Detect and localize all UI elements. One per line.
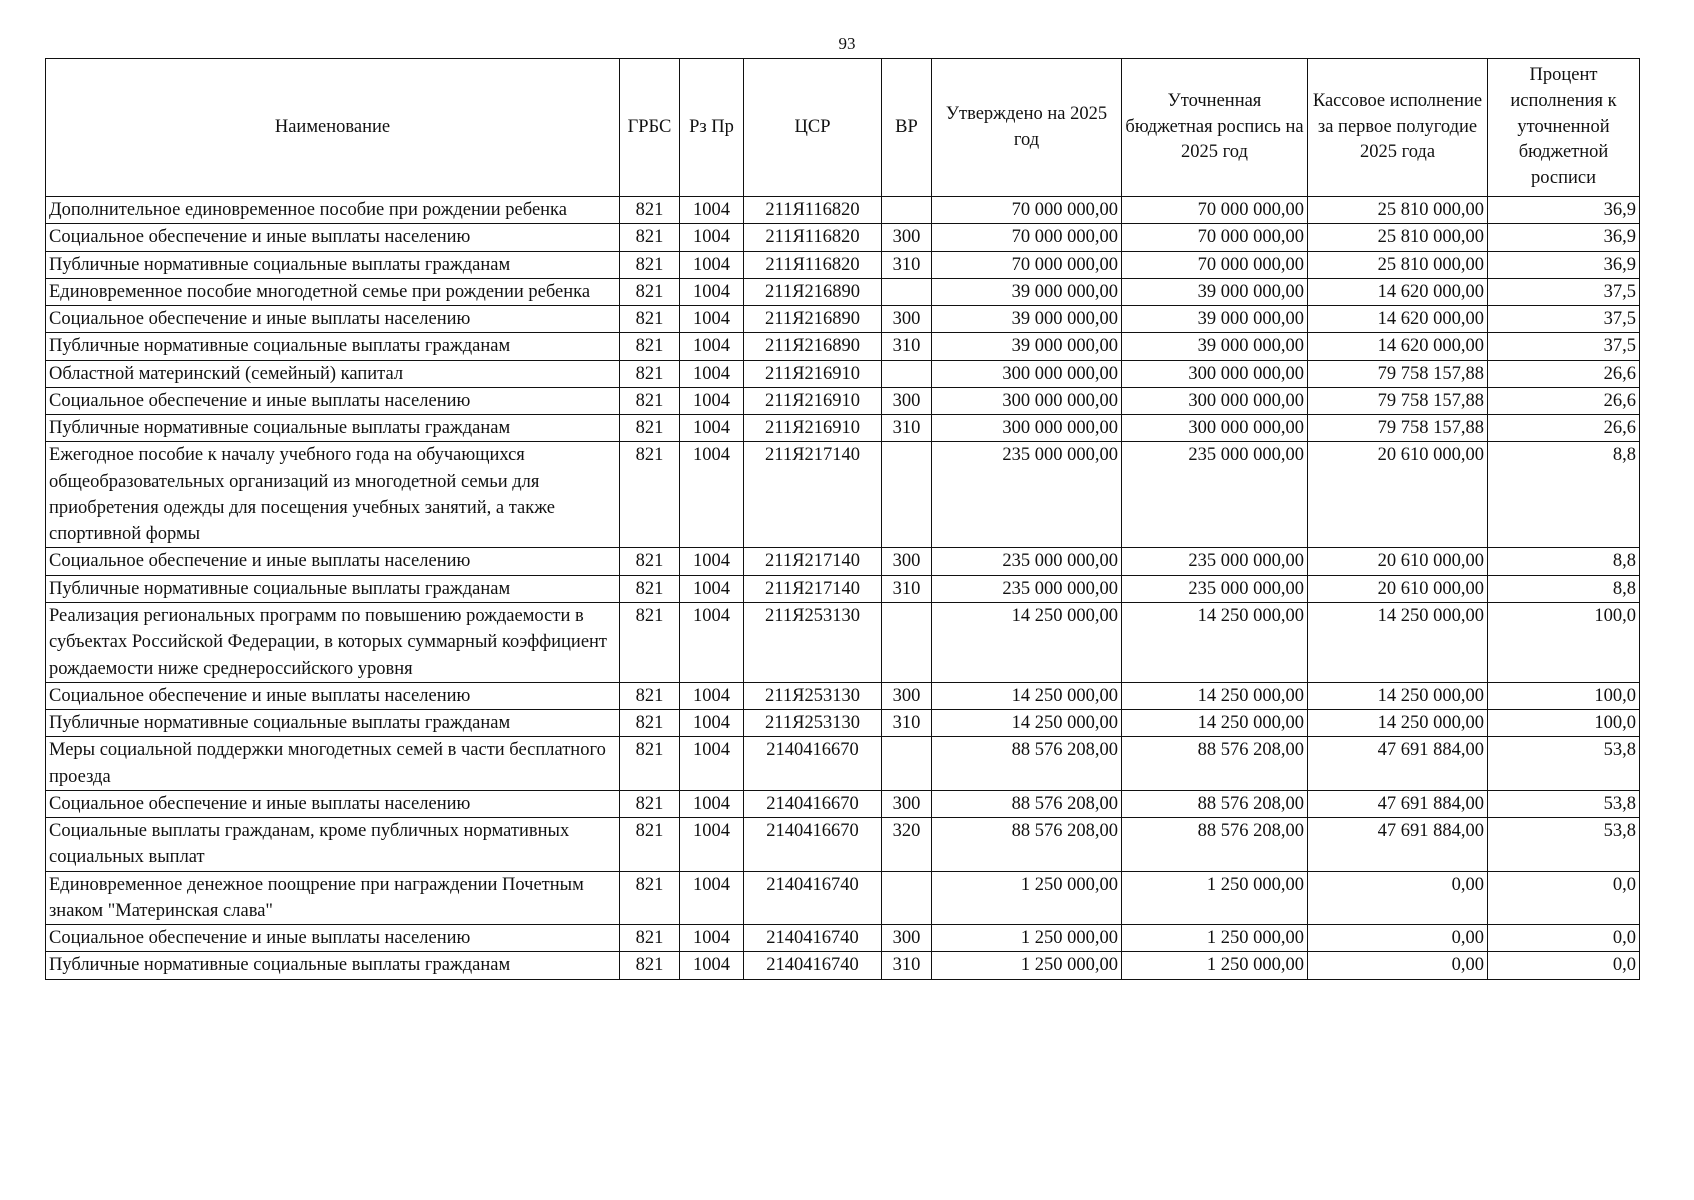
cell-cash-execution: 0,00: [1308, 871, 1488, 925]
cell-execution-percent: 37,5: [1488, 278, 1640, 305]
cell-approved: 1 250 000,00: [932, 952, 1122, 979]
cell-approved: 235 000 000,00: [932, 548, 1122, 575]
cell-cash-execution: 47 691 884,00: [1308, 737, 1488, 791]
cell-cash-execution: 25 810 000,00: [1308, 224, 1488, 251]
cell-rz-pr: 1004: [680, 952, 744, 979]
cell-name: Социальное обеспечение и иные выплаты населению: [46, 387, 620, 414]
table-body: [46, 197, 1640, 980]
cell-grbs: 821: [620, 197, 680, 224]
cell-rz-pr: 1004: [680, 575, 744, 602]
cell-grbs: 821: [620, 602, 680, 682]
cell-rz-pr: 1004: [680, 871, 744, 925]
cell-name: Социальное обеспечение и иные выплаты населению: [46, 682, 620, 709]
cell-rz-pr: 1004: [680, 682, 744, 709]
header-row: [46, 59, 1640, 197]
cell-execution-percent: 8,8: [1488, 548, 1640, 575]
table-row: [46, 224, 1640, 251]
cell-rz-pr: 1004: [680, 548, 744, 575]
cell-cash-execution: 79 758 157,88: [1308, 360, 1488, 387]
cell-cash-execution: 20 610 000,00: [1308, 575, 1488, 602]
cell-vr: 300: [882, 925, 932, 952]
cell-approved: 300 000 000,00: [932, 415, 1122, 442]
cell-rz-pr: 1004: [680, 387, 744, 414]
cell-rz-pr: 1004: [680, 818, 744, 872]
cell-cash-execution: 20 610 000,00: [1308, 442, 1488, 548]
cell-cash-execution: 25 810 000,00: [1308, 251, 1488, 278]
cell-vr: [882, 602, 932, 682]
cell-approved: 14 250 000,00: [932, 602, 1122, 682]
cell-approved: 88 576 208,00: [932, 818, 1122, 872]
cell-refined-budget: 88 576 208,00: [1122, 737, 1308, 791]
header-grbs: ГРБС: [620, 59, 680, 197]
cell-approved: 300 000 000,00: [932, 387, 1122, 414]
table-row: [46, 710, 1640, 737]
cell-name: Ежегодное пособие к началу учебного года на обучающихся общеобразовательных организаций из многодетной семьи для приобретения одежды для посещения учебных занятий, а также спортивной формы: [46, 442, 620, 548]
cell-name: Социальные выплаты гражданам, кроме публичных нормативных социальных выплат: [46, 818, 620, 872]
cell-refined-budget: 300 000 000,00: [1122, 387, 1308, 414]
cell-execution-percent: 26,6: [1488, 360, 1640, 387]
cell-name: Дополнительное единовременное пособие при рождении ребенка: [46, 197, 620, 224]
cell-rz-pr: 1004: [680, 306, 744, 333]
cell-approved: 88 576 208,00: [932, 737, 1122, 791]
header-name: Наименование: [46, 59, 620, 197]
cell-vr: [882, 871, 932, 925]
cell-rz-pr: 1004: [680, 197, 744, 224]
cell-execution-percent: 0,0: [1488, 925, 1640, 952]
table-row: [46, 925, 1640, 952]
cell-csr: 211Я216910: [744, 387, 882, 414]
cell-csr: 211Я116820: [744, 251, 882, 278]
cell-name: Публичные нормативные социальные выплаты гражданам: [46, 415, 620, 442]
table-row: [46, 278, 1640, 305]
cell-vr: 300: [882, 548, 932, 575]
table-row: [46, 871, 1640, 925]
cell-grbs: 821: [620, 387, 680, 414]
cell-name: Публичные нормативные социальные выплаты гражданам: [46, 952, 620, 979]
cell-csr: 211Я116820: [744, 224, 882, 251]
cell-approved: 1 250 000,00: [932, 871, 1122, 925]
cell-name: Публичные нормативные социальные выплаты гражданам: [46, 710, 620, 737]
cell-grbs: 821: [620, 790, 680, 817]
cell-refined-budget: 88 576 208,00: [1122, 818, 1308, 872]
table-row: [46, 306, 1640, 333]
cell-approved: 39 000 000,00: [932, 278, 1122, 305]
cell-grbs: 821: [620, 710, 680, 737]
cell-cash-execution: 14 620 000,00: [1308, 306, 1488, 333]
cell-execution-percent: 36,9: [1488, 251, 1640, 278]
cell-vr: [882, 442, 932, 548]
table-row: [46, 415, 1640, 442]
cell-rz-pr: 1004: [680, 790, 744, 817]
cell-rz-pr: 1004: [680, 415, 744, 442]
cell-grbs: 821: [620, 278, 680, 305]
cell-csr: 2140416740: [744, 952, 882, 979]
cell-execution-percent: 37,5: [1488, 306, 1640, 333]
cell-vr: [882, 360, 932, 387]
cell-name: Социальное обеспечение и иные выплаты населению: [46, 306, 620, 333]
page-number: 93: [838, 34, 856, 53]
table-row: [46, 333, 1640, 360]
cell-vr: 310: [882, 575, 932, 602]
cell-approved: 14 250 000,00: [932, 710, 1122, 737]
cell-refined-budget: 235 000 000,00: [1122, 442, 1308, 548]
cell-rz-pr: 1004: [680, 737, 744, 791]
cell-vr: [882, 737, 932, 791]
cell-cash-execution: 25 810 000,00: [1308, 197, 1488, 224]
cell-vr: 310: [882, 415, 932, 442]
cell-execution-percent: 53,8: [1488, 737, 1640, 791]
table-row: [46, 818, 1640, 872]
cell-grbs: 821: [620, 333, 680, 360]
header-rz-pr: Рз Пр: [680, 59, 744, 197]
cell-grbs: 821: [620, 737, 680, 791]
cell-refined-budget: 1 250 000,00: [1122, 871, 1308, 925]
table-row: [46, 548, 1640, 575]
cell-csr: 2140416740: [744, 871, 882, 925]
cell-cash-execution: 14 250 000,00: [1308, 682, 1488, 709]
cell-approved: 300 000 000,00: [932, 360, 1122, 387]
cell-name: Реализация региональных программ по повышению рождаемости в субъектах Российской Федерации, в которых суммарный коэффициент рождаемости ниже среднероссийского уровня: [46, 602, 620, 682]
cell-name: Социальное обеспечение и иные выплаты населению: [46, 224, 620, 251]
cell-name: Публичные нормативные социальные выплаты гражданам: [46, 251, 620, 278]
cell-name: Социальное обеспечение и иные выплаты населению: [46, 548, 620, 575]
cell-refined-budget: 39 000 000,00: [1122, 278, 1308, 305]
cell-cash-execution: 14 250 000,00: [1308, 602, 1488, 682]
cell-vr: 310: [882, 251, 932, 278]
cell-refined-budget: 88 576 208,00: [1122, 790, 1308, 817]
cell-execution-percent: 37,5: [1488, 333, 1640, 360]
cell-csr: 211Я217140: [744, 548, 882, 575]
cell-grbs: 821: [620, 224, 680, 251]
header-csr: ЦСР: [744, 59, 882, 197]
cell-name: Единовременное пособие многодетной семье при рождении ребенка: [46, 278, 620, 305]
cell-name: Публичные нормативные социальные выплаты гражданам: [46, 333, 620, 360]
cell-refined-budget: 300 000 000,00: [1122, 360, 1308, 387]
header-refined-budget: Уточненная бюджетная роспись на 2025 год: [1122, 59, 1308, 197]
cell-rz-pr: 1004: [680, 442, 744, 548]
cell-vr: 310: [882, 952, 932, 979]
table-row: [46, 360, 1640, 387]
cell-rz-pr: 1004: [680, 602, 744, 682]
cell-vr: 310: [882, 710, 932, 737]
cell-approved: 14 250 000,00: [932, 682, 1122, 709]
cell-refined-budget: 39 000 000,00: [1122, 306, 1308, 333]
cell-rz-pr: 1004: [680, 251, 744, 278]
cell-refined-budget: 70 000 000,00: [1122, 197, 1308, 224]
cell-cash-execution: 47 691 884,00: [1308, 790, 1488, 817]
cell-csr: 2140416670: [744, 790, 882, 817]
cell-name: Социальное обеспечение и иные выплаты населению: [46, 790, 620, 817]
cell-grbs: 821: [620, 415, 680, 442]
cell-grbs: 821: [620, 360, 680, 387]
cell-csr: 211Я216890: [744, 278, 882, 305]
cell-csr: 211Я253130: [744, 710, 882, 737]
cell-csr: 2140416740: [744, 925, 882, 952]
cell-approved: 39 000 000,00: [932, 306, 1122, 333]
cell-execution-percent: 0,0: [1488, 952, 1640, 979]
cell-execution-percent: 100,0: [1488, 710, 1640, 737]
cell-execution-percent: 53,8: [1488, 790, 1640, 817]
cell-rz-pr: 1004: [680, 360, 744, 387]
table-row: [46, 442, 1640, 548]
header-execution-percent: Процент исполнения к уточненной бюджетной росписи: [1488, 59, 1640, 197]
cell-cash-execution: 14 250 000,00: [1308, 710, 1488, 737]
cell-refined-budget: 70 000 000,00: [1122, 224, 1308, 251]
cell-csr: 211Я253130: [744, 602, 882, 682]
table-row: [46, 197, 1640, 224]
cell-execution-percent: 36,9: [1488, 224, 1640, 251]
cell-grbs: 821: [620, 575, 680, 602]
cell-cash-execution: 0,00: [1308, 952, 1488, 979]
cell-grbs: 821: [620, 251, 680, 278]
cell-name: Областной материнский (семейный) капитал: [46, 360, 620, 387]
cell-cash-execution: 47 691 884,00: [1308, 818, 1488, 872]
cell-execution-percent: 36,9: [1488, 197, 1640, 224]
cell-refined-budget: 14 250 000,00: [1122, 710, 1308, 737]
cell-refined-budget: 39 000 000,00: [1122, 333, 1308, 360]
cell-grbs: 821: [620, 952, 680, 979]
cell-execution-percent: 100,0: [1488, 682, 1640, 709]
table-row: [46, 682, 1640, 709]
cell-vr: [882, 278, 932, 305]
cell-csr: 2140416670: [744, 737, 882, 791]
cell-cash-execution: 79 758 157,88: [1308, 387, 1488, 414]
cell-refined-budget: 14 250 000,00: [1122, 602, 1308, 682]
cell-vr: 310: [882, 333, 932, 360]
cell-cash-execution: 14 620 000,00: [1308, 278, 1488, 305]
cell-execution-percent: 26,6: [1488, 387, 1640, 414]
cell-csr: 2140416670: [744, 818, 882, 872]
cell-execution-percent: 53,8: [1488, 818, 1640, 872]
cell-refined-budget: 235 000 000,00: [1122, 575, 1308, 602]
cell-approved: 70 000 000,00: [932, 224, 1122, 251]
cell-refined-budget: 1 250 000,00: [1122, 925, 1308, 952]
cell-refined-budget: 1 250 000,00: [1122, 952, 1308, 979]
header-approved: Утверждено на 2025 год: [932, 59, 1122, 197]
cell-refined-budget: 300 000 000,00: [1122, 415, 1308, 442]
cell-csr: 211Я253130: [744, 682, 882, 709]
cell-name: Публичные нормативные социальные выплаты гражданам: [46, 575, 620, 602]
cell-csr: 211Я216890: [744, 333, 882, 360]
cell-csr: 211Я217140: [744, 575, 882, 602]
cell-rz-pr: 1004: [680, 278, 744, 305]
table-row: [46, 790, 1640, 817]
cell-execution-percent: 0,0: [1488, 871, 1640, 925]
cell-rz-pr: 1004: [680, 333, 744, 360]
cell-rz-pr: 1004: [680, 925, 744, 952]
cell-rz-pr: 1004: [680, 224, 744, 251]
cell-refined-budget: 70 000 000,00: [1122, 251, 1308, 278]
cell-grbs: 821: [620, 682, 680, 709]
cell-grbs: 821: [620, 925, 680, 952]
cell-approved: 235 000 000,00: [932, 575, 1122, 602]
cell-grbs: 821: [620, 442, 680, 548]
cell-vr: 320: [882, 818, 932, 872]
table-row: [46, 952, 1640, 979]
table-row: [46, 602, 1640, 682]
cell-csr: 211Я216910: [744, 415, 882, 442]
cell-approved: 235 000 000,00: [932, 442, 1122, 548]
cell-grbs: 821: [620, 548, 680, 575]
cell-execution-percent: 8,8: [1488, 575, 1640, 602]
cell-grbs: 821: [620, 818, 680, 872]
cell-execution-percent: 8,8: [1488, 442, 1640, 548]
cell-approved: 1 250 000,00: [932, 925, 1122, 952]
cell-refined-budget: 14 250 000,00: [1122, 682, 1308, 709]
cell-execution-percent: 26,6: [1488, 415, 1640, 442]
cell-vr: 300: [882, 224, 932, 251]
cell-cash-execution: 0,00: [1308, 925, 1488, 952]
cell-vr: 300: [882, 790, 932, 817]
cell-approved: 88 576 208,00: [932, 790, 1122, 817]
cell-name: Единовременное денежное поощрение при награждении Почетным знаком "Материнская слава": [46, 871, 620, 925]
header-cash-execution: Кассовое исполнение за первое полугодие 2025 года: [1308, 59, 1488, 197]
cell-vr: [882, 197, 932, 224]
cell-name: Меры социальной поддержки многодетных семей в части бесплатного проезда: [46, 737, 620, 791]
header-vr: ВР: [882, 59, 932, 197]
table-row: [46, 387, 1640, 414]
cell-execution-percent: 100,0: [1488, 602, 1640, 682]
cell-vr: 300: [882, 306, 932, 333]
cell-grbs: 821: [620, 871, 680, 925]
cell-approved: 70 000 000,00: [932, 197, 1122, 224]
cell-csr: 211Я217140: [744, 442, 882, 548]
cell-rz-pr: 1004: [680, 710, 744, 737]
cell-csr: 211Я116820: [744, 197, 882, 224]
table-row: [46, 575, 1640, 602]
cell-name: Социальное обеспечение и иные выплаты населению: [46, 925, 620, 952]
cell-grbs: 821: [620, 306, 680, 333]
cell-vr: 300: [882, 682, 932, 709]
table-row: [46, 737, 1640, 791]
cell-cash-execution: 20 610 000,00: [1308, 548, 1488, 575]
cell-vr: 300: [882, 387, 932, 414]
table-row: [46, 251, 1640, 278]
cell-approved: 70 000 000,00: [932, 251, 1122, 278]
budget-execution-table: [45, 58, 1640, 980]
cell-cash-execution: 14 620 000,00: [1308, 333, 1488, 360]
cell-cash-execution: 79 758 157,88: [1308, 415, 1488, 442]
cell-approved: 39 000 000,00: [932, 333, 1122, 360]
cell-csr: 211Я216890: [744, 306, 882, 333]
cell-csr: 211Я216910: [744, 360, 882, 387]
cell-refined-budget: 235 000 000,00: [1122, 548, 1308, 575]
